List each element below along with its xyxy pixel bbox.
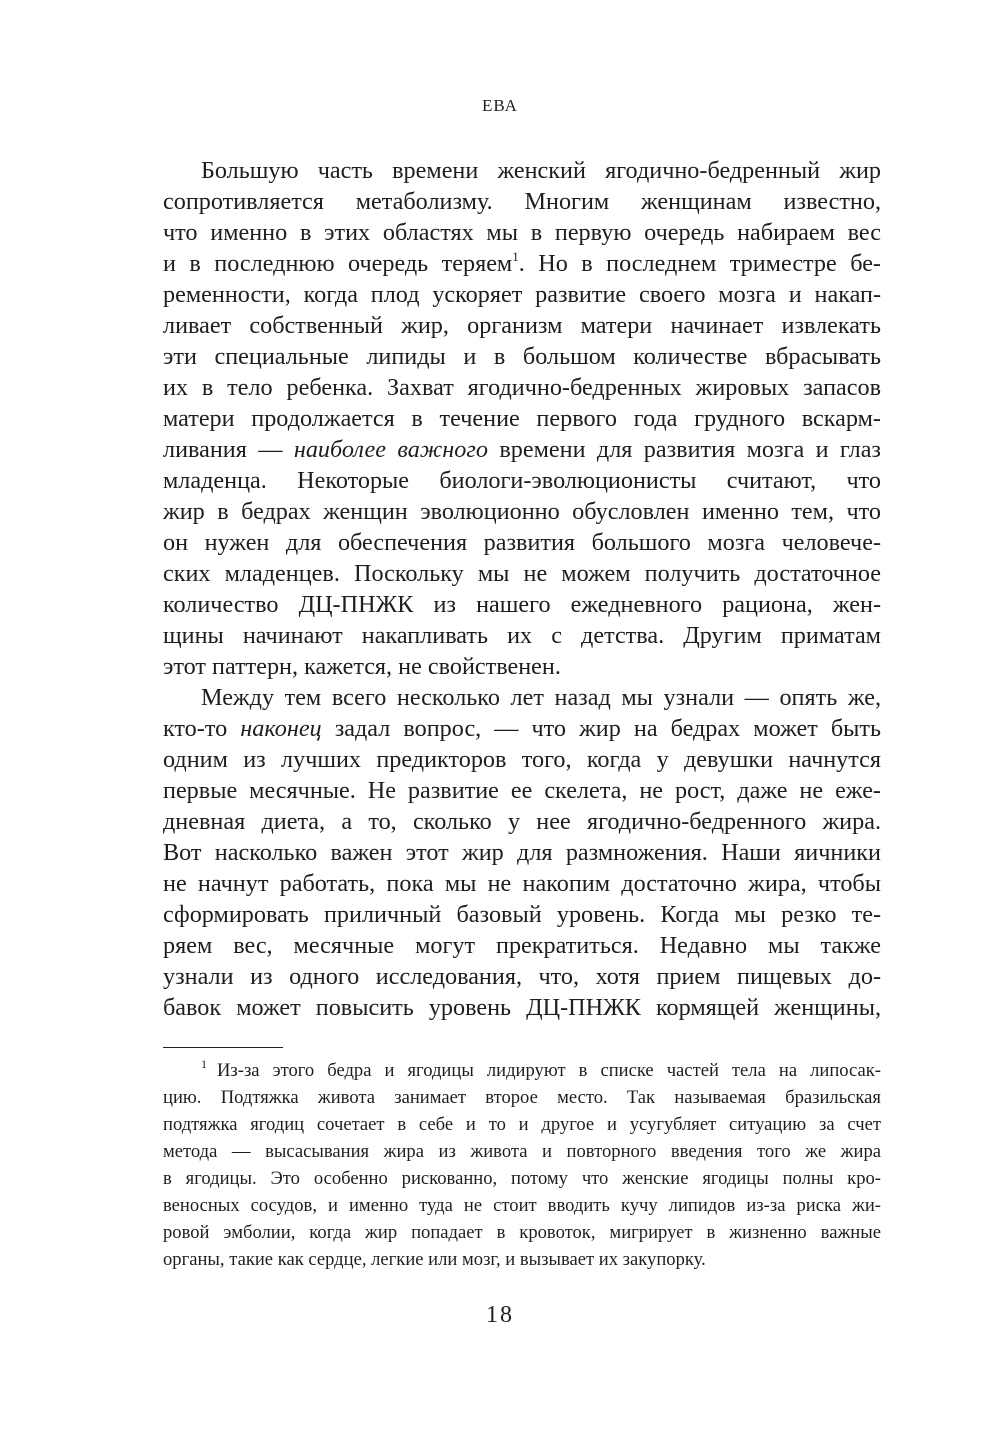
footnote-line <box>163 1246 881 1273</box>
text-run: Большую часть времени женский ягодично-бедренный жир <box>201 157 881 184</box>
text-run: бавок может повысить уровень ДЦ-ПНЖК кормящей женщины, <box>163 994 881 1021</box>
paragraph <box>163 155 881 682</box>
text-line <box>163 403 881 434</box>
footnote-text: метода — высасывания жира из живота и повторного введения того же жира <box>163 1141 881 1162</box>
text-run: узнали из одного исследования, что, хотя прием пищевых до- <box>163 963 881 990</box>
text-line <box>163 775 881 806</box>
text-line <box>163 248 881 279</box>
main-text <box>163 155 881 1023</box>
text-run: ских младенцев. Поскольку мы не можем получить достаточное <box>163 560 881 587</box>
footnote-text: в ягодицы. Это особенно рискованно, потому что женские ягодицы полны кро- <box>163 1168 881 1189</box>
text-line <box>163 961 881 992</box>
text-line <box>163 899 881 930</box>
text-run: первые месячные. Не развитие ее скелета, не рост, даже не еже- <box>163 777 881 804</box>
text-run: ременности, когда плод ускоряет развитие своего мозга и накап- <box>163 281 881 308</box>
text-line <box>163 465 881 496</box>
text-line <box>163 279 881 310</box>
text-run: времени для развития мозга и глаз <box>487 436 881 463</box>
running-head: ЕВА <box>482 96 518 115</box>
text-run: матери продолжается в течение первого года грудного вскарм- <box>163 405 881 432</box>
text-run: задал вопрос, — что жир на бедрах может быть <box>321 715 881 742</box>
text-line <box>163 310 881 341</box>
text-run: сформировать приличный базовый уровень. Когда мы резко те- <box>163 901 881 928</box>
text-run: количество ДЦ-ПНЖК из нашего ежедневного рациона, жен- <box>163 591 881 618</box>
text-line <box>163 372 881 403</box>
text-line <box>163 806 881 837</box>
text-run: не начнут работать, пока мы не накопим достаточно жира, чтобы <box>163 870 881 897</box>
footnote-line <box>163 1165 881 1192</box>
text-run: жир в бедрах женщин эволюционно обусловлен именно тем, что <box>163 498 881 525</box>
text-run: их в тело ребенка. Захват ягодично-бедренных жировых запасов <box>163 374 881 401</box>
text-run: одним из лучших предикторов того, когда у девушки начнутся <box>163 746 881 773</box>
footnote-text: ровой эмболии, когда жир попадает в кровоток, мигрирует в жизненно важные <box>163 1222 881 1243</box>
text-run: ливает собственный жир, организм матери начинает извлекать <box>163 312 881 339</box>
text-line <box>163 682 881 713</box>
footnote-divider <box>163 1047 283 1048</box>
text-line <box>163 434 881 465</box>
text-line <box>163 341 881 372</box>
text-run: дневная диета, а то, сколько у нее ягодично-бедренного жира. <box>163 808 881 835</box>
footnote-text: подтяжка ягодиц сочетает в себе и то и другое и усугубляет ситуацию за счет <box>163 1114 881 1135</box>
text-run: щины начинают накапливать их с детства. Другим приматам <box>163 622 881 649</box>
footnote-reference[interactable]: 1 <box>512 249 519 264</box>
text-line <box>163 930 881 961</box>
footnote-text: цию. Подтяжка живота занимает второе место. Так называемая бразильская <box>163 1087 881 1108</box>
emphasis-text: наиболее важного <box>293 436 488 463</box>
footnote-line <box>163 1111 881 1138</box>
text-line <box>163 837 881 868</box>
paragraph <box>163 682 881 1023</box>
footnote-line <box>163 1138 881 1165</box>
text-run: ряем вес, месячные могут прекратиться. Недавно мы также <box>163 932 881 959</box>
text-run: Вот насколько важен этот жир для размножения. Наши яичники <box>163 839 881 866</box>
text-run: . Но в последнем триместре бе- <box>518 250 881 277</box>
text-run: и в последнюю очередь теряем <box>163 250 513 277</box>
text-line <box>163 713 881 744</box>
text-run: ливания — <box>163 436 294 463</box>
text-line <box>163 620 881 651</box>
text-run: он нужен для обеспечения развития большого мозга человече- <box>163 529 881 556</box>
footnote-line <box>163 1057 881 1084</box>
footnote-mark: 1 <box>201 1057 207 1071</box>
footnote <box>163 1057 881 1273</box>
text-line <box>163 527 881 558</box>
footnote-text: Из-за этого бедра и ягодицы лидируют в списке частей тела на липосак- <box>217 1060 881 1081</box>
text-line <box>163 558 881 589</box>
text-line <box>163 217 881 248</box>
text-run: этот паттерн, кажется, не свойственен. <box>163 653 561 680</box>
footnote-line <box>163 1084 881 1111</box>
text-run: младенца. Некоторые биологи-эволюционисты считают, что <box>163 467 881 494</box>
text-line <box>163 155 881 186</box>
text-run: что именно в этих областях мы в первую очередь набираем вес <box>163 219 881 246</box>
footnote-line <box>163 1192 881 1219</box>
text-line <box>163 744 881 775</box>
text-run: эти специальные липиды и в большом количестве вбрасывать <box>163 343 881 370</box>
emphasis-text: наконец <box>240 715 322 742</box>
text-line <box>163 589 881 620</box>
footnote-text: веносных сосудов, и именно туда не стоит вводить кучу липидов из-за риска жи- <box>163 1195 881 1216</box>
text-run: Между тем всего несколько лет назад мы узнали — опять же, <box>201 684 881 711</box>
text-run: кто-то <box>163 715 241 742</box>
text-line <box>163 496 881 527</box>
text-run: сопротивляется метаболизму. Многим женщинам известно, <box>163 188 881 215</box>
text-line <box>163 868 881 899</box>
text-line <box>163 186 881 217</box>
footnote-text: органы, такие как сердце, легкие или мозг, и вызывает их закупорку. <box>163 1249 706 1270</box>
text-line <box>163 651 881 682</box>
text-line <box>163 992 881 1023</box>
page-number: 18 <box>486 1302 514 1328</box>
footnote-line <box>163 1219 881 1246</box>
